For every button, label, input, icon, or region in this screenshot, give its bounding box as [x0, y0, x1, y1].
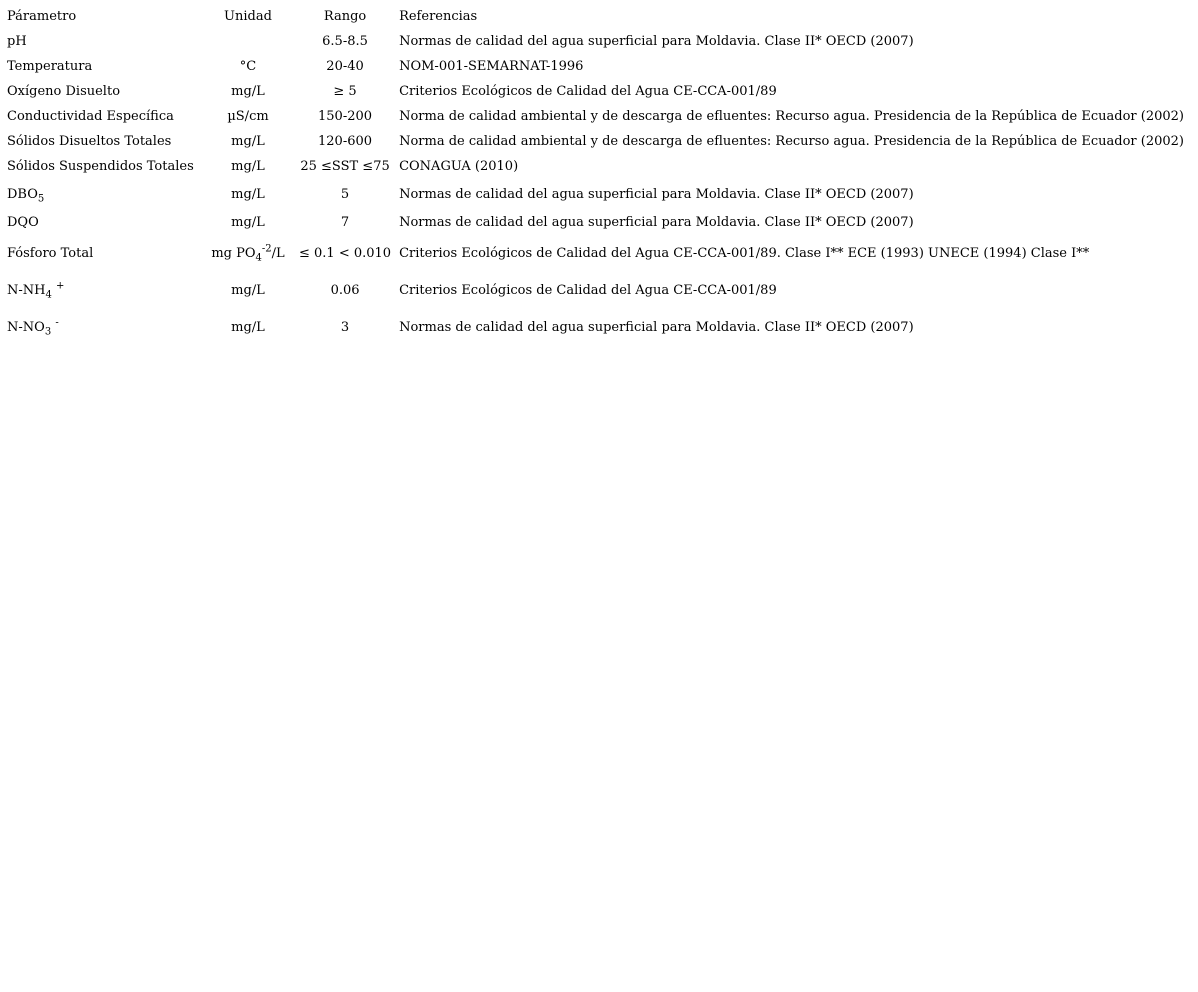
- row-range: 3: [340, 319, 350, 335]
- param-subscript: 3: [44, 326, 52, 338]
- header-references: Referencias: [399, 8, 478, 24]
- row-unit: µS/cm: [227, 108, 269, 124]
- row-parameter: [3, 179, 201, 210]
- unit-tail: /L: [271, 245, 285, 261]
- row-unit: mg/L: [231, 83, 265, 99]
- row-parameter: [3, 309, 201, 346]
- row-reference: Normas de calidad del agua superficial para Moldavia. Clase II* OECD (2007): [399, 33, 914, 49]
- table-row: [3, 129, 1188, 154]
- row-unit: mg/L: [231, 158, 265, 174]
- row-reference: Normas de calidad del agua superficial para Moldavia. Clase II* OECD (2007): [399, 186, 914, 202]
- table-row: [3, 54, 1188, 79]
- header-unit: Unidad: [224, 8, 272, 24]
- row-unit: mg/L: [231, 282, 265, 298]
- table-row: [3, 235, 1188, 272]
- param-base: DBO: [7, 186, 38, 202]
- row-unit: mg/L: [231, 319, 265, 335]
- table-row: [3, 154, 1188, 179]
- row-unit: [201, 235, 295, 272]
- row-range: 25 ≤SST ≤75: [300, 158, 390, 174]
- row-range: 5: [340, 186, 350, 202]
- row-parameter: DQO: [7, 214, 39, 230]
- row-reference: Criterios Ecológicos de Calidad del Agua CE-CCA-001/89: [399, 282, 777, 298]
- row-reference: Criterios Ecológicos de Calidad del Agua CE-CCA-001/89. Clase I** ECE (1993) UNECE (1994) Clase I**: [399, 245, 1090, 261]
- row-reference: Normas de calidad del agua superficial para Moldavia. Clase II* OECD (2007): [399, 319, 914, 335]
- unit-base: mg PO: [211, 245, 256, 261]
- row-range: ≥ 5: [333, 83, 357, 99]
- row-parameter: Oxígeno Disuelto: [7, 83, 121, 99]
- table-row: [3, 79, 1188, 104]
- row-range: 0.06: [330, 282, 360, 298]
- row-range: 6.5-8.5: [322, 33, 368, 49]
- row-range: 7: [340, 214, 350, 230]
- table-header-row: [3, 4, 1188, 29]
- row-reference: NOM-001-SEMARNAT-1996: [399, 58, 584, 74]
- row-parameter: Temperatura: [7, 58, 93, 74]
- row-unit: mg/L: [231, 186, 265, 202]
- table-row: [3, 309, 1188, 346]
- unit-superscript: -2: [261, 243, 272, 255]
- table-row: [3, 29, 1188, 54]
- table-row: [3, 179, 1188, 210]
- unit-subscript: 4: [255, 252, 262, 264]
- header-range: Rango: [323, 8, 367, 24]
- row-unit: °C: [239, 58, 257, 74]
- row-range: 150-200: [318, 108, 373, 124]
- param-subscript: 5: [37, 193, 45, 205]
- row-range: ≤ 0.1 < 0.010: [299, 245, 392, 261]
- row-parameter: Sólidos Suspendidos Totales: [7, 158, 194, 174]
- header-parameter: Párametro: [7, 8, 77, 24]
- table-row: [3, 210, 1188, 235]
- row-range: 20-40: [326, 58, 364, 74]
- water-quality-table: [3, 4, 1188, 346]
- row-parameter: pH: [7, 33, 27, 49]
- row-unit: [201, 29, 295, 54]
- row-parameter: [3, 272, 201, 309]
- row-reference: Normas de calidad del agua superficial para Moldavia. Clase II* OECD (2007): [399, 214, 914, 230]
- row-reference: Criterios Ecológicos de Calidad del Agua CE-CCA-001/89: [399, 83, 777, 99]
- table-row: [3, 104, 1188, 129]
- row-parameter: Fósforo Total: [7, 245, 94, 261]
- param-superscript: +: [56, 280, 65, 292]
- param-base: N-NH: [7, 282, 46, 298]
- param-superscript: -: [55, 317, 59, 329]
- row-parameter: Sólidos Disueltos Totales: [7, 133, 172, 149]
- row-reference: CONAGUA (2010): [399, 158, 519, 174]
- param-subscript: 4: [45, 289, 52, 301]
- row-unit: mg/L: [231, 214, 265, 230]
- row-unit: mg/L: [231, 133, 265, 149]
- row-reference: Norma de calidad ambiental y de descarga de efluentes: Recurso agua. Presidencia de la República de Ecuador (2002): [399, 133, 1184, 149]
- param-base: N-NO: [7, 319, 45, 335]
- row-parameter: Conductividad Específica: [7, 108, 174, 124]
- row-range: 120-600: [318, 133, 373, 149]
- table-row: [3, 272, 1188, 309]
- row-reference: Norma de calidad ambiental y de descarga de efluentes: Recurso agua. Presidencia de la República de Ecuador (2002): [399, 108, 1184, 124]
